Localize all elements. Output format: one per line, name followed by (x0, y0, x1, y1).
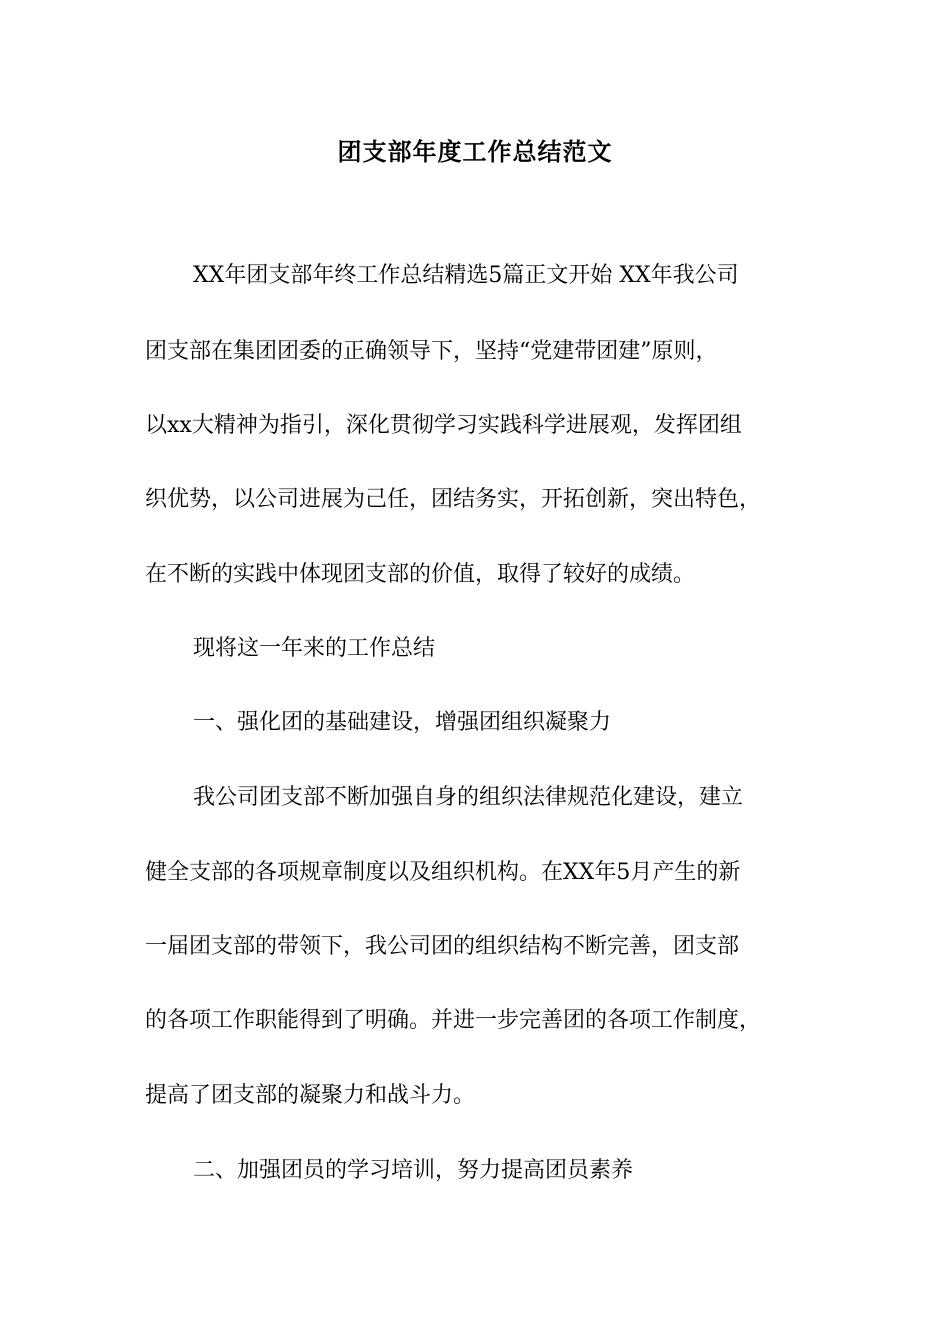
paragraph-line: XX年团支部年终工作总结精选5篇正文开始 XX年我公司 (193, 263, 739, 288)
paragraph-line: 健全支部的各项规章制度以及组织机构。在XX年5月产生的新 (145, 860, 741, 885)
paragraph-line: 一届团支部的带领下，我公司团的组织结构不断完善，团支部 (145, 934, 740, 959)
paragraph-line: 现将这一年来的工作总结 (193, 636, 436, 661)
paragraph-line: 提高了团支部的凝聚力和战斗力。 (145, 1083, 476, 1108)
paragraph-line: 团支部在集团团委的正确领导下，坚持“党建带团建”原则， (145, 339, 718, 364)
paragraph-line: 以xx大精神为指引，深化贯彻学习实践科学进展观，发挥团组 (145, 413, 742, 438)
section-heading: 一、强化团的基础建设，增强团组织凝聚力 (193, 710, 612, 735)
paragraph-line: 在不断的实践中体现团支部的价值，取得了较好的成绩。 (145, 562, 696, 587)
paragraph-line: 我公司团支部不断加强自身的组织法律规范化建设，建立 (193, 785, 744, 810)
section-heading: 二、加强团员的学习培训，努力提高团员素养 (193, 1158, 634, 1183)
paragraph-line: 的各项工作职能得到了明确。并进一步完善团的各项工作制度， (145, 1008, 762, 1033)
document-title: 团支部年度工作总结范文 (337, 137, 613, 166)
paragraph-line: 织优势，以公司进展为己任，团结务实，开拓创新，突出特色， (145, 487, 762, 512)
